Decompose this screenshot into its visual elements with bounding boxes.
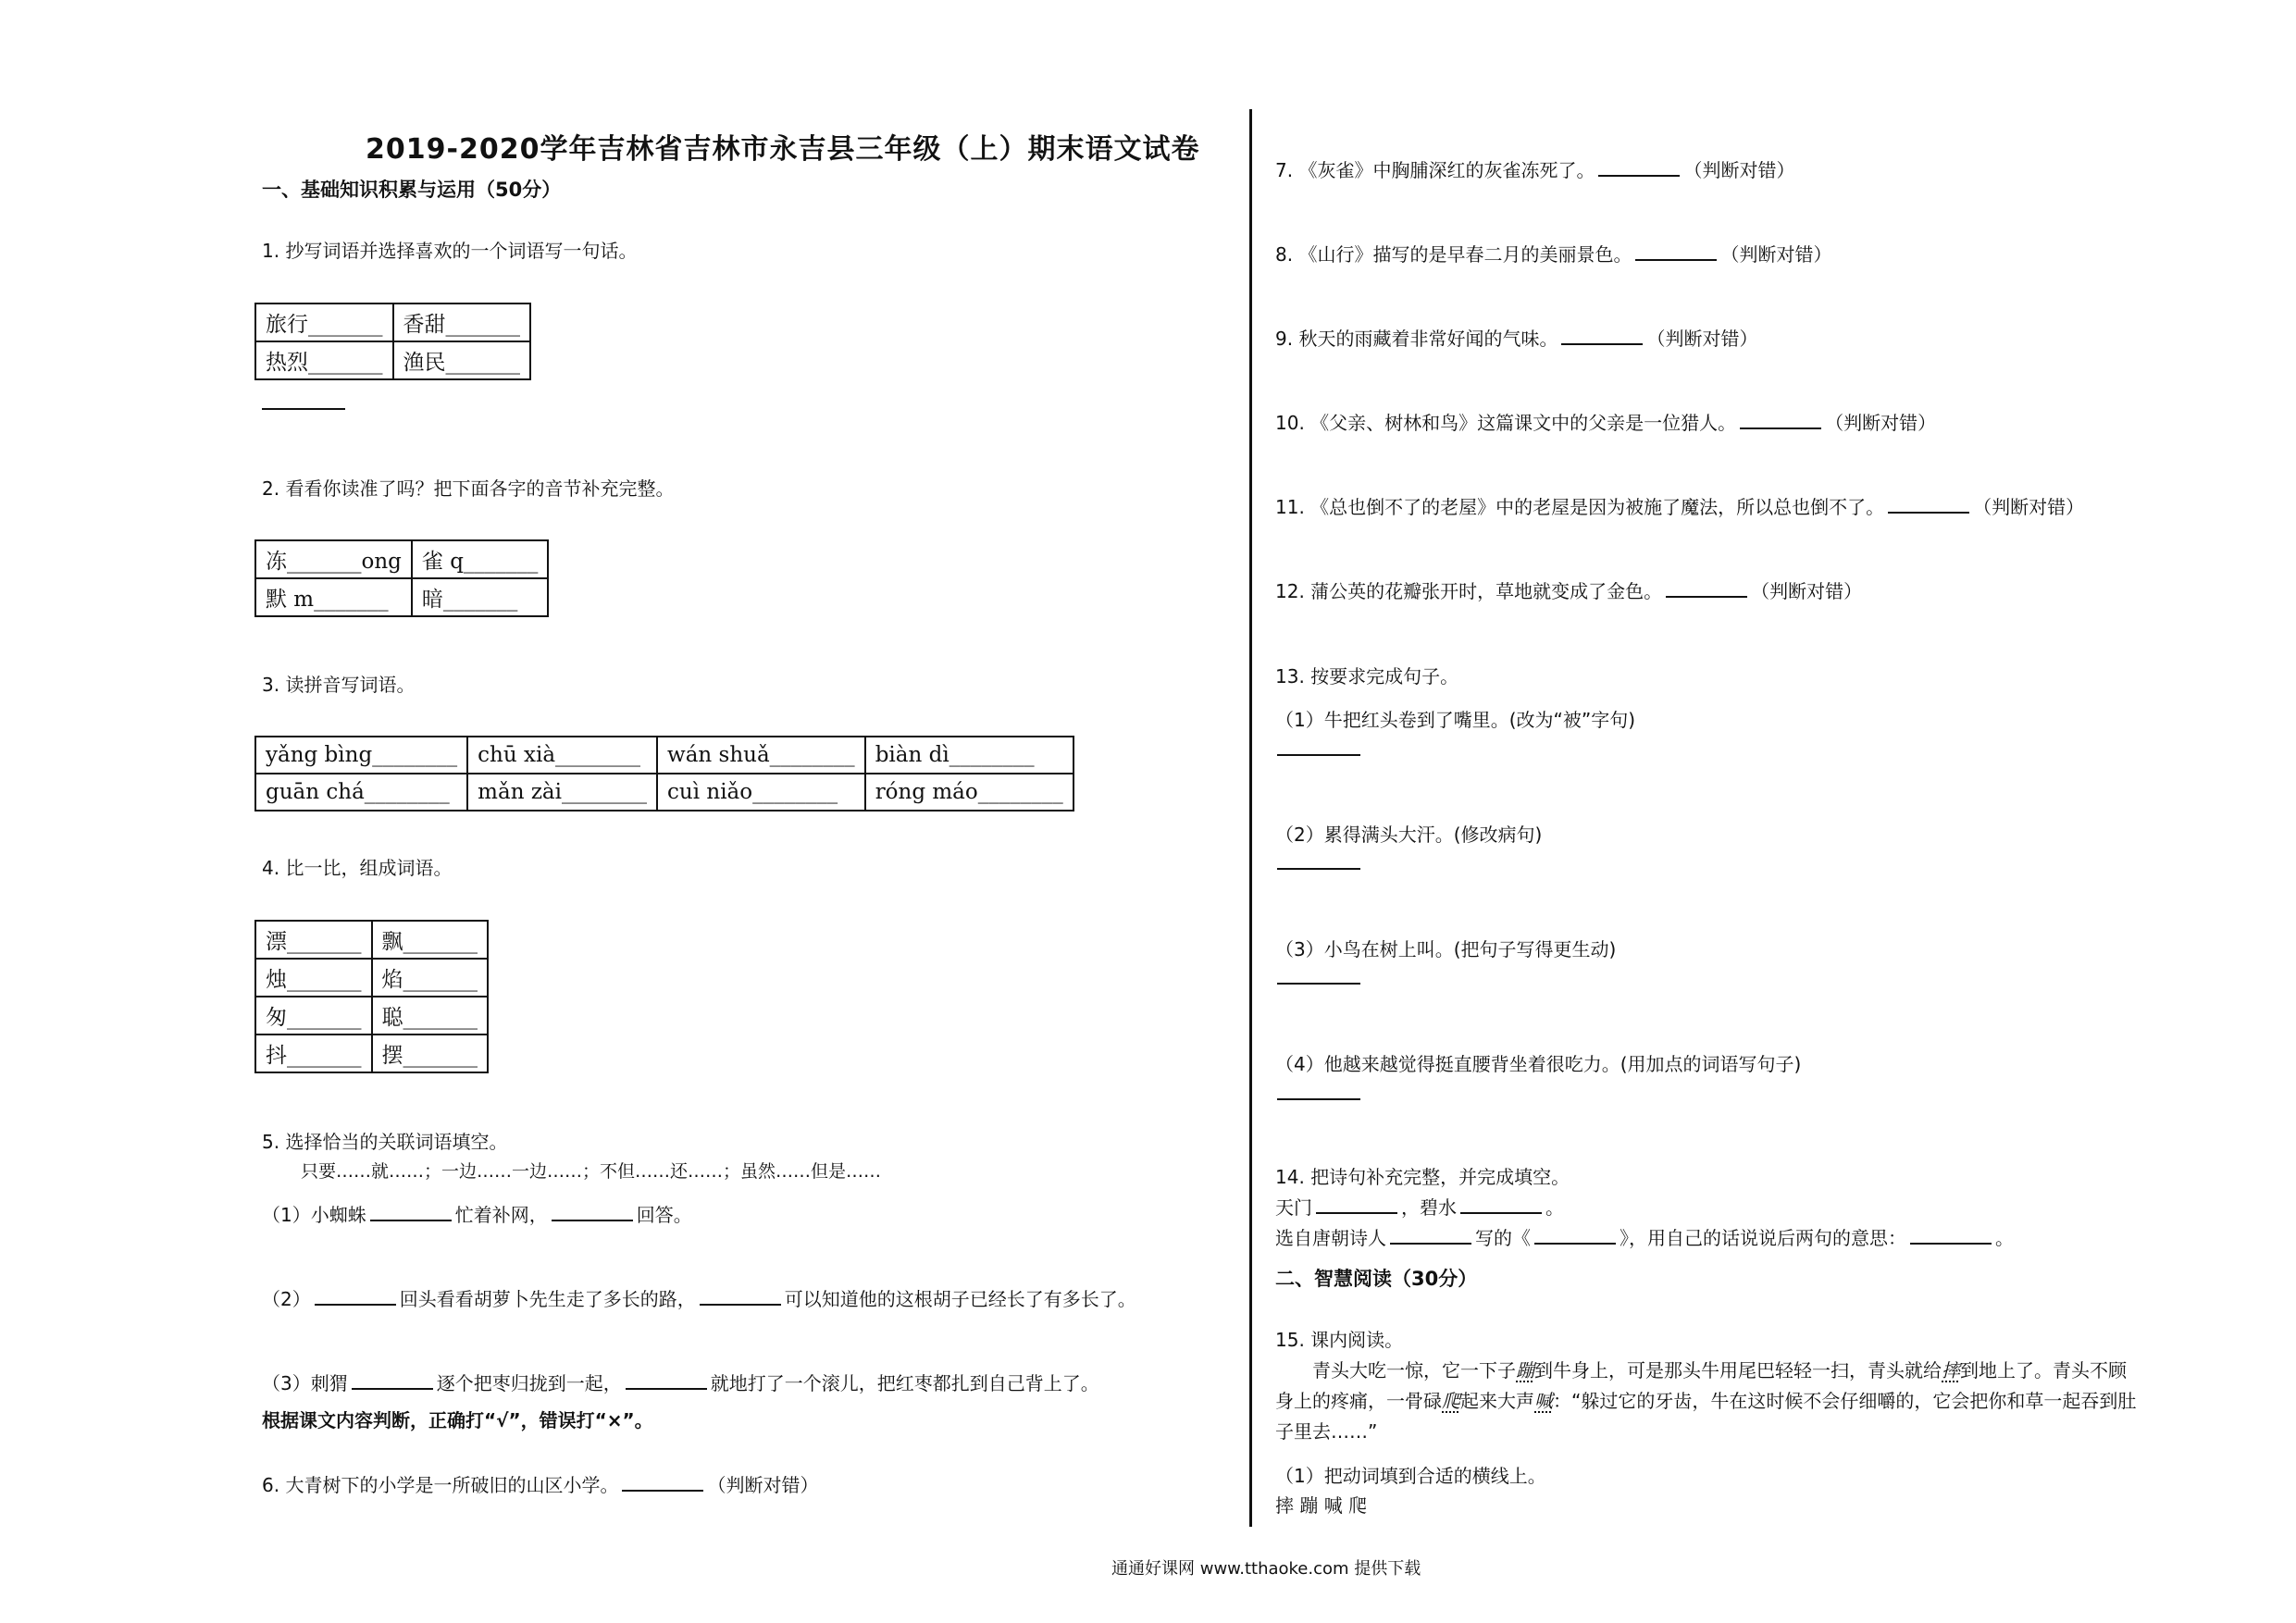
- q14-text: 选自唐朝诗人: [1275, 1227, 1386, 1249]
- column-divider: [1249, 109, 1252, 1527]
- judge-suffix: （判断对错）: [1751, 580, 1863, 602]
- q2-cell[interactable]: 暗_______: [412, 578, 549, 616]
- passage-text: 起来大声: [1460, 1390, 1534, 1412]
- q15-passage-line-3: 子里去……”: [1275, 1420, 1378, 1443]
- q14-blank[interactable]: [1390, 1226, 1471, 1245]
- q3-cell[interactable]: cuì niǎo________: [657, 774, 865, 811]
- verb-underlined: 摔: [1942, 1359, 1960, 1381]
- judge-suffix: （判断对错）: [1825, 412, 1937, 434]
- q5-blank[interactable]: [370, 1203, 452, 1221]
- q1-prompt: 1. 抄写词语并选择喜欢的一个词语写一句话。: [262, 240, 638, 262]
- q14-blank[interactable]: [1316, 1196, 1397, 1214]
- judge-heading: 根据课文内容判断，正确打“√”，错误打“×”。: [262, 1409, 653, 1431]
- q1-cell[interactable]: 热烈_______: [255, 341, 393, 379]
- q14-text: 。: [1995, 1227, 2014, 1249]
- judge-text: 7. 《灰雀》中胸脯深红的灰雀冻死了。: [1275, 159, 1595, 181]
- q15-word-bank: 摔 蹦 喊 爬: [1275, 1494, 1368, 1517]
- q2-cell[interactable]: 冻_______ong: [255, 540, 412, 578]
- judge-blank[interactable]: [622, 1473, 703, 1492]
- q4-cell[interactable]: 飘_______: [372, 921, 489, 959]
- judge-text: 6. 大青树下的小学是一所破旧的山区小学。: [262, 1474, 619, 1496]
- q5-blank[interactable]: [352, 1371, 433, 1390]
- judge-item-7: [1275, 155, 1794, 182]
- q5-text: （2）: [262, 1288, 311, 1310]
- q14-text: 。: [1545, 1196, 1564, 1219]
- q4-cell[interactable]: 漂_______: [255, 921, 372, 959]
- q2-cell[interactable]: 雀 q_______: [412, 540, 549, 578]
- q13-prompt: 13. 按要求完成句子。: [1275, 665, 1459, 688]
- passage-text: 到地上了。青头不顾: [1960, 1359, 2127, 1381]
- q5-text: （3）刺猬: [262, 1372, 348, 1394]
- judge-item-6: [262, 1470, 818, 1497]
- q5-text: （1）小蜘蛛: [262, 1204, 366, 1226]
- q3-table: [254, 736, 1074, 812]
- q1-cell[interactable]: 香甜_______: [393, 304, 531, 341]
- q3-cell[interactable]: mǎn zài________: [467, 774, 657, 811]
- q13-answer-line[interactable]: [1277, 754, 1360, 756]
- q14-text: 写的《: [1475, 1227, 1531, 1249]
- passage-text: ：“躲过它的牙齿，牛在这时候不会仔细嚼的，它会把你和草一起吞到肚: [1553, 1390, 2137, 1412]
- q4-prompt: 4. 比一比，组成词语。: [262, 857, 453, 879]
- q3-prompt: 3. 读拼音写词语。: [262, 674, 416, 696]
- q2-table: [254, 539, 549, 617]
- q4-cell[interactable]: 抖_______: [255, 1035, 372, 1072]
- judge-blank[interactable]: [1635, 242, 1717, 261]
- q5-text: 回答。: [636, 1204, 692, 1226]
- judge-item-10: [1275, 408, 1936, 435]
- q14-blank[interactable]: [1460, 1196, 1542, 1214]
- judge-text: 9. 秋天的雨藏着非常好闻的气味。: [1275, 328, 1558, 350]
- q13-item-3: （3）小鸟在树上叫。(把句子写得更生动): [1275, 938, 1617, 960]
- judge-blank[interactable]: [1888, 495, 1969, 514]
- q3-cell[interactable]: wán shuǎ________: [657, 737, 865, 774]
- exam-title: 2019-2020学年吉林省吉林市永吉县三年级（上）期末语文试卷: [366, 133, 1200, 166]
- passage-text: 到牛身上，可是那头牛用尾巴轻轻一扫，青头就给: [1534, 1359, 1942, 1381]
- judge-item-8: [1275, 240, 1831, 266]
- q5-text: 回头看看胡萝卜先生走了多长的路，: [399, 1288, 696, 1310]
- judge-suffix: （判断对错）: [1973, 496, 2085, 518]
- q5-text: 忙着补网，: [454, 1204, 548, 1226]
- section-1-heading: 一、基础知识积累与运用（50分）: [262, 179, 562, 201]
- passage-text: 身上的疼痛，一骨碌: [1275, 1390, 1442, 1412]
- q3-cell[interactable]: róng máo________: [865, 774, 1074, 811]
- q5-blank[interactable]: [700, 1287, 781, 1306]
- verb-underlined: 喊: [1534, 1390, 1553, 1412]
- q5-text: 可以知道他的这根胡子已经长了有多长了。: [784, 1288, 1136, 1310]
- q2-cell[interactable]: 默 m_______: [255, 578, 412, 616]
- q13-answer-line[interactable]: [1277, 1098, 1360, 1100]
- q15-passage-line-1: [1312, 1356, 2127, 1382]
- q5-blank[interactable]: [315, 1287, 396, 1306]
- judge-text: 11. 《总也倒不了的老屋》中的老屋是因为被施了魔法，所以总也倒不了。: [1275, 496, 1885, 518]
- q13-item-1: （1）牛把红头卷到了嘴里。(改为“被”字句): [1275, 709, 1636, 731]
- judge-suffix: （判断对错）: [1720, 243, 1832, 266]
- q5-text: 就地打了一个滚儿，把红枣都扎到自己背上了。: [710, 1372, 1099, 1394]
- q5-sentence-1: [262, 1200, 692, 1227]
- section-2-heading: 二、智慧阅读（30分）: [1275, 1268, 1478, 1290]
- q14-text: 天门: [1275, 1196, 1312, 1219]
- q13-item-4: （4）他越来越觉得挺直腰背坐着很吃力。(用加点的词语写句子): [1275, 1053, 1802, 1075]
- q1-cell[interactable]: 渔民_______: [393, 341, 531, 379]
- q4-cell[interactable]: 匆_______: [255, 997, 372, 1035]
- judge-blank[interactable]: [1666, 579, 1747, 598]
- passage-text: 青头大吃一惊，它一下子: [1312, 1359, 1516, 1381]
- q15-sub-1: （1）把动词填到合适的横线上。: [1275, 1465, 1546, 1487]
- q13-answer-line[interactable]: [1277, 983, 1360, 985]
- verb-underlined: 蹦: [1516, 1359, 1534, 1381]
- q3-cell[interactable]: biàn dì________: [865, 737, 1074, 774]
- judge-item-12: [1275, 576, 1862, 603]
- q5-prompt: 5. 选择恰当的关联词语填空。: [262, 1131, 508, 1153]
- verb-underlined: 爬: [1442, 1390, 1460, 1412]
- judge-blank[interactable]: [1561, 327, 1643, 345]
- q14-prompt: 14. 把诗句补充完整，并完成填空。: [1275, 1166, 1570, 1188]
- judge-blank[interactable]: [1740, 411, 1821, 429]
- judge-suffix: （判断对错）: [1683, 159, 1795, 181]
- judge-text: 10. 《父亲、树林和鸟》这篇课文中的父亲是一位猎人。: [1275, 412, 1737, 434]
- q3-cell[interactable]: yǎng bìng________: [255, 737, 467, 774]
- judge-suffix: （判断对错）: [707, 1474, 819, 1496]
- q13-answer-line[interactable]: [1277, 868, 1360, 870]
- judge-item-9: [1275, 324, 1757, 351]
- judge-text: 12. 蒲公英的花瓣张开时，草地就变成了金色。: [1275, 580, 1663, 602]
- q4-cell[interactable]: 摆_______: [372, 1035, 489, 1072]
- q1-table: [254, 303, 531, 380]
- judge-text: 8. 《山行》描写的是早春二月的美丽景色。: [1275, 243, 1632, 266]
- q14-line-2: [1275, 1223, 2014, 1250]
- q1-answer-line[interactable]: [262, 408, 345, 410]
- q14-text: 》，用自己的话说说后两句的意思：: [1620, 1227, 1906, 1249]
- q1-cell[interactable]: 旅行_______: [255, 304, 393, 341]
- judge-blank[interactable]: [1598, 158, 1680, 177]
- q5-sentence-3: [262, 1369, 1099, 1395]
- q4-cell[interactable]: 焰_______: [372, 959, 489, 997]
- q14-blank[interactable]: [1534, 1226, 1616, 1245]
- q4-table: [254, 920, 489, 1073]
- q5-text: 逐个把枣归拢到一起，: [436, 1372, 622, 1394]
- judge-suffix: （判断对错）: [1646, 328, 1758, 350]
- q15-passage-line-2: [1275, 1386, 2136, 1413]
- q14-blank[interactable]: [1910, 1226, 1992, 1245]
- q5-blank[interactable]: [626, 1371, 707, 1390]
- q4-cell[interactable]: 聪_______: [372, 997, 489, 1035]
- judge-item-11: [1275, 492, 2084, 519]
- q4-cell[interactable]: 烛_______: [255, 959, 372, 997]
- q5-options: 只要……就……；一边……一边……；不但……还……；虽然……但是……: [301, 1161, 882, 1182]
- q13-item-2: （2）累得满头大汗。(修改病句): [1275, 824, 1543, 846]
- q15-prompt: 15. 课内阅读。: [1275, 1329, 1404, 1351]
- q3-cell[interactable]: chū xià________: [467, 737, 657, 774]
- q14-text: ，碧水: [1401, 1196, 1457, 1219]
- q2-prompt: 2. 看看你读准了吗？把下面各字的音节补充完整。: [262, 477, 675, 500]
- q5-blank[interactable]: [552, 1203, 633, 1221]
- q5-sentence-2: [262, 1284, 1136, 1311]
- q14-line-1: [1275, 1193, 1564, 1220]
- page-footer: 通通好课网 www.tthaoke.com 提供下载: [1111, 1559, 1421, 1579]
- q3-cell[interactable]: guān chá________: [255, 774, 467, 811]
